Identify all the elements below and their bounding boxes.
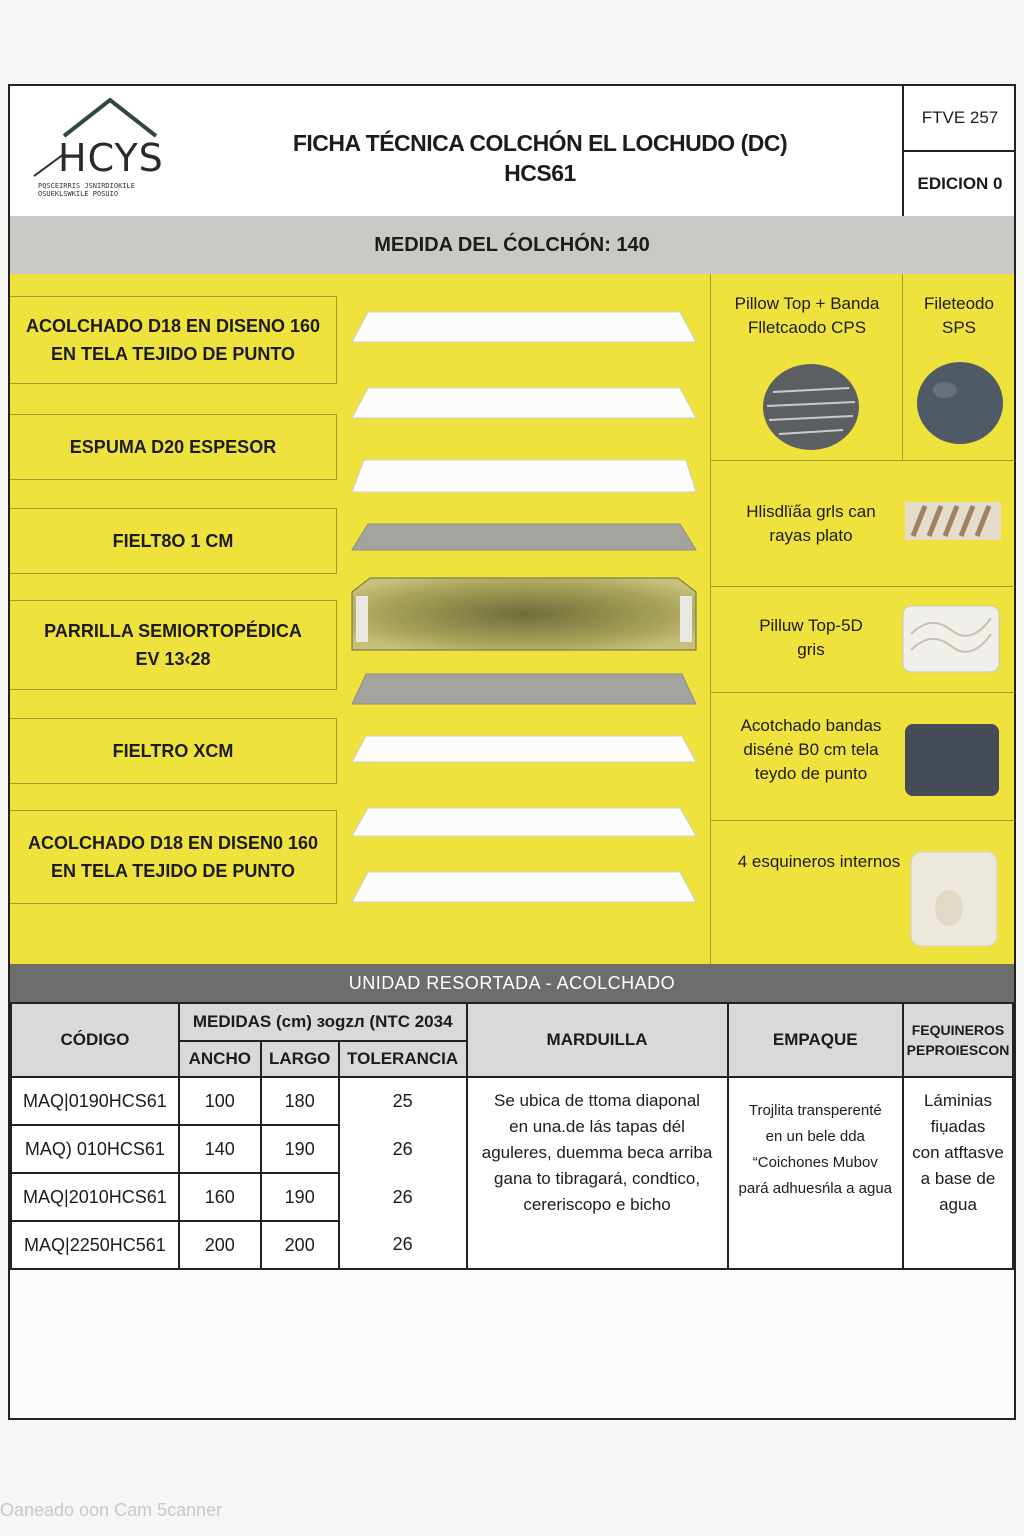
layer-graphic [350,870,698,904]
layer-label: ACOLCHADO D18 EN DISEN0 160 EN TELA TEJIDO DE PUNTO [10,810,337,904]
logo-subtitle-line: OSUEKLSWKILE POSUIO [38,190,119,198]
cell-tolerancia: 26 [339,1221,467,1269]
scanner-watermark: Oaneado oon Cam 5canner [0,1500,223,1520]
cell-fequineros: Láminias fiụadas con atftasve a base de agua [903,1077,1013,1269]
cell-tolerancia: 26 [339,1125,467,1173]
col-header-tolerancia: TOLERANCIA [339,1041,467,1077]
size-banner: MEDIDA DEL ĆOLCHÓN: 140 [10,216,1014,275]
doc-code: FTVE 257 [921,108,999,127]
page-title [190,128,890,188]
col-header-empaque: EMPAQUE [728,1003,903,1077]
cell-largo: 200 [261,1221,339,1269]
col-header-marduilla: MARDUILLA [467,1003,728,1077]
cell-codigo: MAQ|2010HCS61 [11,1173,179,1221]
material-cell [902,274,1015,461]
cell-codigo: MAQ|2250HC561 [11,1221,179,1269]
title-line: FICHA TÉCNICA COLCHÓN EL LOCHUDO (DC) [292,130,788,156]
striped-fabric-swatch [761,362,861,452]
col-header-fequineros: FEQUINEROS PEPROIESCON [903,1003,1013,1077]
spring-grid-graphic [350,576,698,652]
cell-empaque: Trojlita transperenté en un bele dda “Coichones Mubov pará adhuesńla a agua [728,1077,903,1269]
cell-ancho: 140 [179,1125,261,1173]
document-code-box [902,86,1016,216]
material-cell [710,460,1015,587]
cell-ancho: 100 [179,1077,261,1125]
layer-graphic [350,806,698,838]
cell-codigo: MAQ) 010HCS61 [11,1125,179,1173]
col-header-largo: LARGO [261,1041,339,1077]
foam-corner-swatch [909,850,999,948]
layer-label: PARRILLA SEMIORTOPÉDICA EV 13‹28 [10,600,337,690]
table-row [11,1077,1013,1125]
dark-fabric-swatch [903,722,1001,798]
layer-diagram [10,274,1014,964]
material-cell [710,274,903,461]
layer-graphic [350,458,698,494]
cell-marduilla: Se ubica de ttoma diaponal en una.de lás tapas dél aguleres, duemmа beca arriba gana to tibragará, condtico, cereriscopo e bicho [467,1077,728,1269]
material-text: 4 esquineros internos [737,852,901,871]
quilted-swatch [901,604,1001,674]
felt-layer-graphic [350,522,698,552]
material-text: Fileteodo SPS [924,294,994,337]
material-text: Pillow Top + Banda Flletcaodo CPS [734,294,880,337]
layer-label: ACOLCHADO D18 EN DISENO 160 EN TELA TEJIDO DE PUNTO [10,296,337,384]
layer-label: ESPUMA D20 ESPESOR [10,414,337,480]
material-text: Hlisdlïa̋a grls can rayas plato [746,502,876,545]
cell-ancho: 200 [179,1221,261,1269]
layer-label: FIELT8O 1 CM [10,508,337,574]
cell-ancho: 160 [179,1173,261,1221]
company-logo [24,98,174,208]
slate-fabric-swatch [915,360,1005,446]
cell-codigo: MAQ|0190HCS61 [11,1077,179,1125]
col-header-ancho: ANCHO [179,1041,261,1077]
cell-largo: 180 [261,1077,339,1125]
logo-subtitle-line: PQSCEIRRIS JSNIRDIOKILE [38,182,135,190]
tan-stripe-swatch [903,500,1003,542]
material-cell [710,586,1015,693]
layer-graphic [350,386,698,420]
material-text: Acotchado bandas disénė B0 cm tela teydo de punto [740,716,882,783]
tech-sheet [8,84,1016,1420]
material-cell [710,820,1015,964]
material-text: Pilluw Top-5D gris [759,616,863,659]
title-model: HCS61 [504,160,576,186]
cell-largo: 190 [261,1173,339,1221]
logo-subtitle [38,182,135,198]
header [10,86,1014,218]
cell-tolerancia: 25 [339,1077,467,1125]
cell-tolerancia: 26 [339,1173,467,1221]
spec-table [10,1002,1014,1270]
section-title: UNIDAD RESORTADA - ACOLCHADO [10,964,1014,1002]
cell-largo: 190 [261,1125,339,1173]
edition: EDICION 0 [904,150,1016,216]
layer-label: FIELTRO XCM [10,718,337,784]
col-header-medidas: MEDIDAS (cm) зоgzл (NTC 2034 [179,1003,467,1041]
layer-graphic [350,310,698,344]
material-cell [710,692,1015,821]
layer-graphic [350,734,698,764]
col-header-codigo: CÓDIGO [11,1003,179,1077]
felt-layer-graphic [350,672,698,706]
logo-text: HCYS [58,136,164,180]
